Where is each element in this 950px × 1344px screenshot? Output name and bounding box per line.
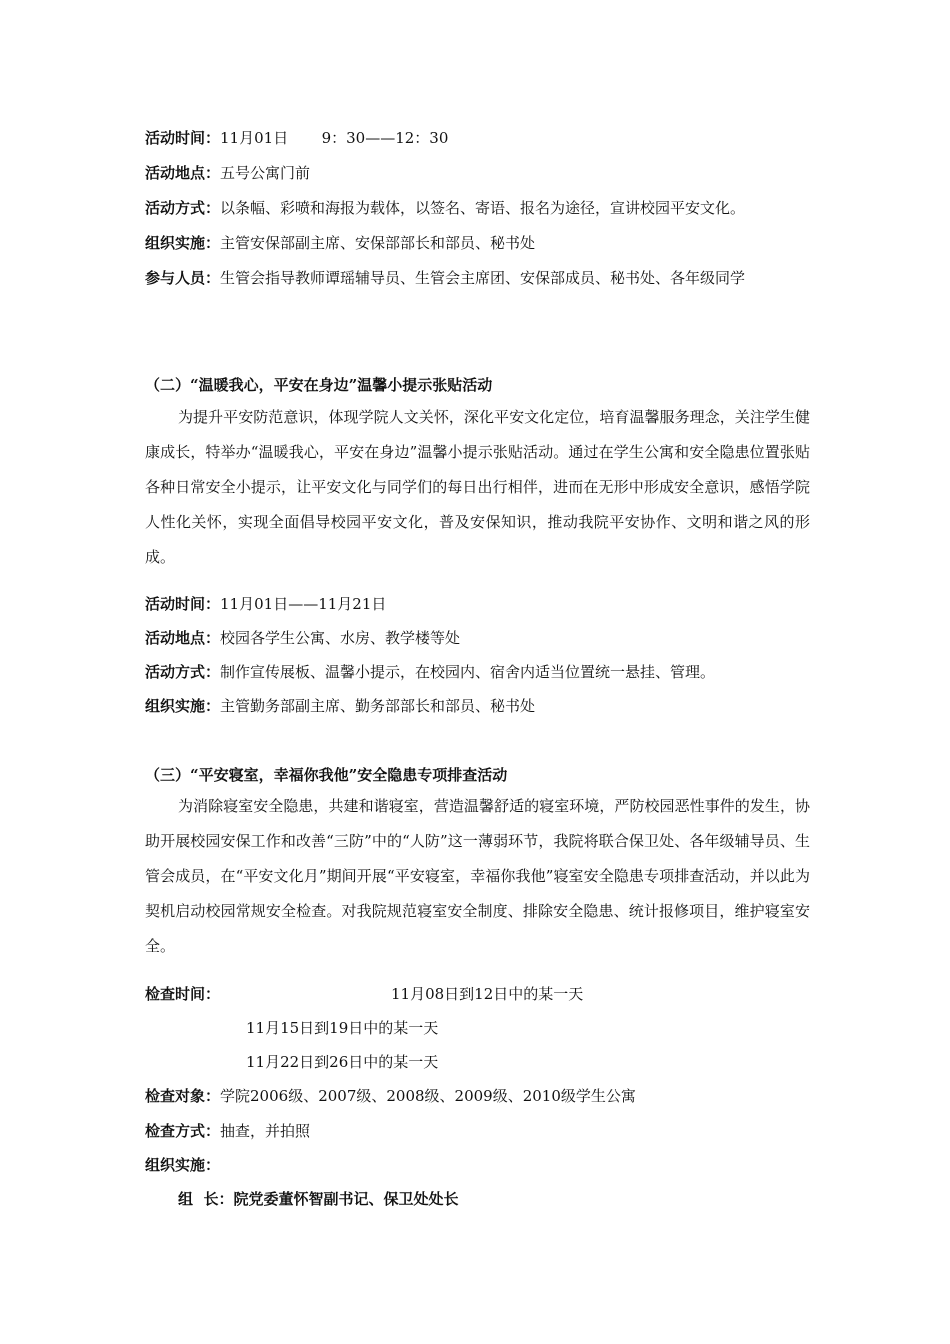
- s3-check-method-value: 抽查，并拍照: [220, 1122, 311, 1140]
- s3-target-label: 检查对象：: [145, 1087, 221, 1105]
- s1-people-row: [145, 261, 810, 296]
- s1-org-row: [145, 233, 535, 253]
- s1-people-value: 生管会指导教师谭瑶辅导员、生管会主席团、安保部成员、秘书处、各年级同学: [220, 269, 746, 287]
- s2-method-label: 活动方式：: [145, 663, 221, 681]
- s2-place-value: 校园各学生公寓、水房、教学楼等处: [220, 629, 461, 647]
- s1-org-label: 组织实施：: [145, 234, 221, 252]
- s3-check-time-2: 11月15日到19日中的某一天: [246, 1019, 439, 1037]
- s2-place-row: [145, 628, 460, 648]
- s3-paragraph: 为消除寝室安全隐患，共建和谐寝室，营造温馨舒适的寝室环境，严防校园恶性事件的发生，协助开展校园安保工作和改善“三防”中的“人防”这一薄弱环节，我院将联合保卫处、各年级辅导员、生管会成员，在“平安文化月”期间开展“平安寝室，幸福你我他”寝室安全隐患专项排查活动，并以此为契机启动校园常规安全检查。对我院规范寝室安全制度、排除安全隐患、统计报修项目，维护寝室安全。: [145, 797, 810, 955]
- s3-check-time-1: 11月08日到12日中的某一天: [391, 985, 584, 1003]
- s1-method-value: 以条幅、彩喷和海报为载体，以签名、寄语、报名为途径，宣讲校园平安文化。: [220, 199, 746, 217]
- s1-time-row: [145, 128, 448, 148]
- s2-place-label: 活动地点：: [145, 629, 221, 647]
- s3-leader-line: 组 长：院党委董怀智副书记、保卫处处长: [178, 1190, 459, 1208]
- s3-target-row: [145, 1086, 636, 1106]
- s2-method-row: [145, 662, 715, 682]
- s1-place-row: [145, 163, 310, 183]
- s1-place-value: 五号公寓门前: [220, 164, 311, 182]
- s2-time-row: [145, 594, 386, 614]
- s2-org-label: 组织实施：: [145, 697, 221, 715]
- s2-heading: （二）“温暖我心，平安在身边”温馨小提示张贴活动: [145, 376, 493, 394]
- s1-org-value: 主管安保部副主席、安保部部长和部员、秘书处: [220, 234, 536, 252]
- s1-place-label: 活动地点：: [145, 164, 221, 182]
- s2-time-value: 11月01日——11月21日: [220, 595, 387, 613]
- s1-method-row: [145, 198, 745, 218]
- s2-method-value: 制作宣传展板、温馨小提示，在校园内、宿舍内适当位置统一悬挂、管理。: [220, 663, 716, 681]
- s3-check-method-row: [145, 1121, 310, 1141]
- s2-time-label: 活动时间：: [145, 595, 221, 613]
- s2-org-value: 主管勤务部副主席、勤务部部长和部员、秘书处: [220, 697, 536, 715]
- s3-org-row: [145, 1155, 220, 1175]
- s1-people-label: 参与人员：: [145, 269, 221, 287]
- s3-org-label: 组织实施：: [145, 1156, 221, 1174]
- s3-check-time-3: 11月22日到26日中的某一天: [246, 1053, 439, 1071]
- s2-org-row: [145, 696, 535, 716]
- s3-check-time-label: 检查时间：: [145, 985, 221, 1003]
- s3-target-value: 学院2006级、2007级、2008级、2009级、2010级学生公寓: [220, 1087, 636, 1105]
- s1-time-value: 11月01日 9：30——12：30: [220, 129, 449, 147]
- s3-heading: （三）“平安寝室，幸福你我他”安全隐患专项排查活动: [145, 766, 508, 784]
- s2-paragraph: 为提升平安防范意识，体现学院人文关怀，深化平安文化定位，培育温馨服务理念，关注学生健康成长，特举办“温暖我心，平安在身边”温馨小提示张贴活动。通过在学生公寓和安全隐患位置张贴各种日常安全小提示，让平安文化与同学们的每日出行相伴，进而在无形中形成安全意识，感悟学院人性化关怀，实现全面倡导校园平安文化，普及安保知识，推动我院平安协作、文明和谐之风的形成。: [145, 408, 810, 566]
- s1-method-label: 活动方式：: [145, 199, 221, 217]
- s1-time-label: 活动时间：: [145, 129, 221, 147]
- s3-check-time-row: [145, 984, 810, 1004]
- s3-check-method-label: 检查方式：: [145, 1122, 221, 1140]
